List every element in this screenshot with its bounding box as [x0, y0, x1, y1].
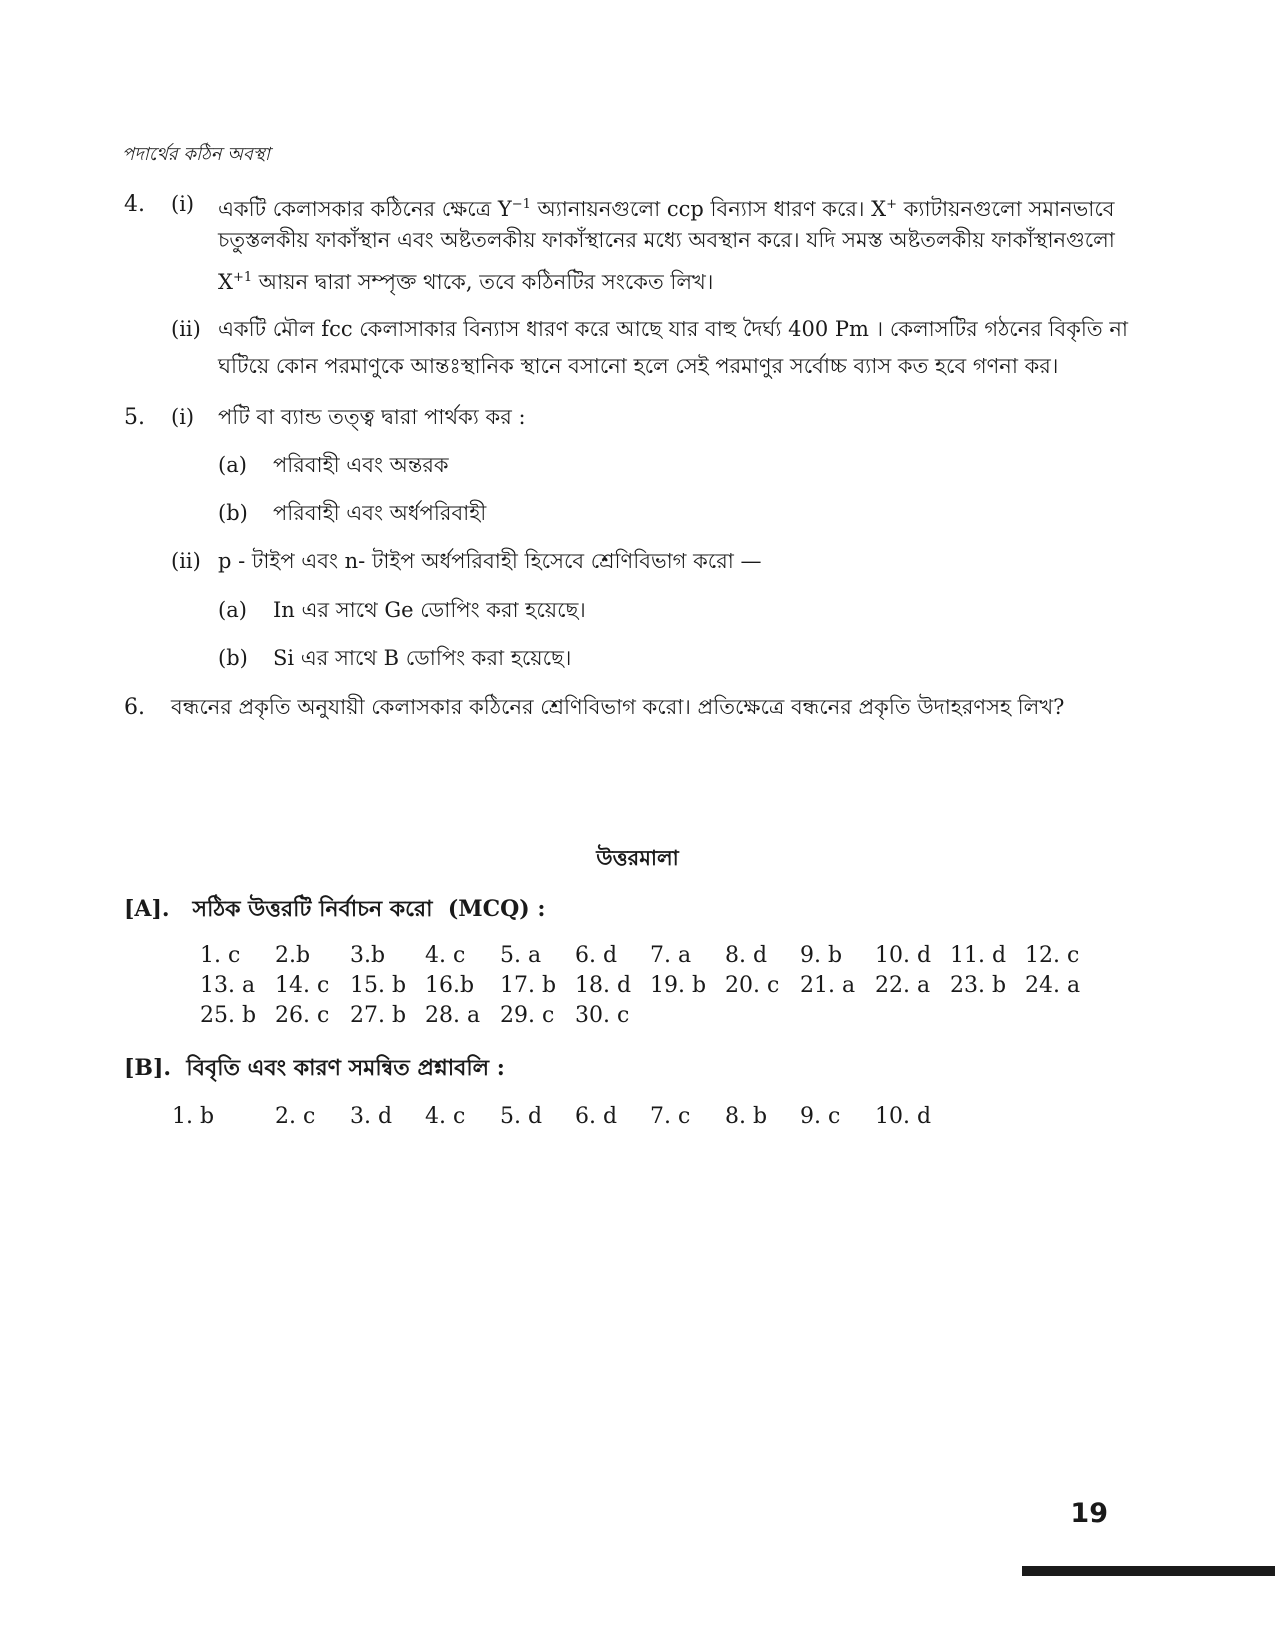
section-b-label: [B].: [124, 1055, 172, 1081]
mcq-answer: 4. c: [425, 943, 466, 968]
mcq-answer: 22. a: [875, 973, 931, 998]
q4-i-text-a: একটি কেলাসকার কঠিনের ক্ষেত্রে Y: [218, 197, 512, 221]
mcq-answer: 2.b: [275, 943, 311, 968]
mcq-answer: 23. b: [950, 973, 1007, 998]
q4-part-ii-label: (ii): [171, 317, 201, 341]
assertion-reason-answer: 3. d: [350, 1104, 393, 1129]
mcq-answer: 16.b: [425, 973, 475, 998]
mcq-answer: 13. a: [200, 973, 256, 998]
q5-i-b-text: পরিবাহী এবং অর্ধপরিবাহী: [273, 501, 487, 525]
assertion-reason-answer: 7. c: [650, 1104, 691, 1129]
assertion-reason-answer: 9. c: [800, 1104, 841, 1129]
running-header: পদার্থের কঠিন অবস্থা: [122, 144, 270, 165]
q5-i-b-label: (b): [218, 501, 248, 525]
question-6-text: বন্ধনের প্রকৃতি অনুযায়ী কেলাসকার কঠিনের শ্রেণিবিভাগ করো। প্রতিক্ষেত্রে বন্ধনের প্রকৃতি উদাহরণসহ লিখ?: [171, 695, 1065, 719]
q4-part-ii-line-1: একটি মৌল fcc কেলাসাকার বিন্যাস ধারণ করে আছে যার বাহু দৈর্ঘ্য 400 Pm । কেলাসটির গঠনের বিকৃতি না: [218, 317, 1128, 341]
mcq-answer: 7. a: [650, 943, 692, 968]
q4-i-text-e: আয়ন দ্বারা সম্পৃক্ত থাকে, তবে কঠিনটির সংকেত লিখ।: [252, 270, 714, 294]
q4-i-superscript-3: +1: [232, 270, 253, 285]
assertion-reason-answer: 1. b: [172, 1104, 215, 1129]
q5-i-a-text: পরিবাহী এবং অন্তরক: [273, 453, 449, 477]
section-a-heading: [124, 892, 545, 929]
assertion-reason-answer: 4. c: [425, 1104, 466, 1129]
mcq-answer: 12. c: [1025, 943, 1080, 968]
q5-ii-a-text: In এর সাথে Ge ডোপিং করা হয়েছে।: [273, 598, 586, 622]
q4-i-text-b: অ্যানায়নগুলো ccp বিন্যাস ধারণ করে। X: [530, 197, 887, 221]
mcq-answer: 9. b: [800, 943, 843, 968]
q4-part-ii-line-2: ঘটিয়ে কোন পরমাণুকে আন্তঃস্থানিক স্থানে বসানো হলে সেই পরমাণুর সর্বোচ্চ ব্যাস কত হবে গণনা কর।: [218, 354, 1059, 378]
q4-i-text-d: X: [218, 270, 233, 294]
mcq-answer: 15. b: [350, 973, 407, 998]
mcq-answer: 11. d: [950, 943, 1007, 968]
q5-ii-b-label: (b): [218, 646, 248, 670]
q5-part-ii-label: (ii): [171, 549, 201, 573]
q5-ii-a-label: (a): [218, 598, 247, 622]
q4-part-i-line-3: [218, 259, 713, 301]
mcq-answer: 10. d: [875, 943, 932, 968]
mcq-answer: 8. d: [725, 943, 768, 968]
section-a-suffix: (MCQ) :: [447, 896, 546, 922]
q4-part-i-line-2: চতুস্তলকীয় ফাকাঁস্থান এবং অষ্টতলকীয় ফাকাঁস্থানের মধ্যে অবস্থান করে। যদি সমস্ত অষ্টতলকীয় ফাকাঁস্থানগুলো: [218, 228, 1115, 252]
mcq-answer: 24. a: [1025, 973, 1081, 998]
mcq-answer: 20. c: [725, 973, 780, 998]
assertion-reason-answer: 10. d: [875, 1104, 932, 1129]
q4-part-i-label: (i): [171, 192, 195, 216]
mcq-answer: 27. b: [350, 1003, 407, 1028]
footer-bar: [1022, 1566, 1275, 1576]
q5-part-i-text: পটি বা ব্যান্ড তত্ত্ব দ্বারা পার্থক্য কর :: [218, 405, 526, 429]
q4-i-superscript-1: −1: [511, 197, 531, 212]
q4-i-superscript-2: +: [886, 197, 898, 212]
mcq-answer: 25. b: [200, 1003, 257, 1028]
mcq-answer: 3.b: [350, 943, 386, 968]
mcq-answer: 28. a: [425, 1003, 481, 1028]
q5-part-ii-text: p - টাইপ এবং n- টাইপ অর্ধপরিবাহী হিসেবে শ্রেণিবিভাগ করো —: [218, 549, 762, 573]
question-4-number: 4.: [124, 192, 145, 217]
section-a-title: সঠিক উত্তরটি নির্বাচন করো: [192, 896, 433, 922]
section-b-heading: [124, 1051, 505, 1088]
assertion-reason-answer: 6. d: [575, 1104, 618, 1129]
q5-ii-b-text: Si এর সাথে B ডোপিং করা হয়েছে।: [273, 646, 572, 670]
question-5-number: 5.: [124, 405, 145, 430]
mcq-answer: 29. c: [500, 1003, 555, 1028]
mcq-answer: 1. c: [200, 943, 241, 968]
mcq-answer: 5. a: [500, 943, 542, 968]
mcq-answer: 19. b: [650, 973, 707, 998]
mcq-answer: 17. b: [500, 973, 557, 998]
q5-i-a-label: (a): [218, 453, 247, 477]
mcq-answer: 30. c: [575, 1003, 630, 1028]
assertion-reason-answer: 2. c: [275, 1104, 316, 1129]
assertion-reason-answer: 8. b: [725, 1104, 768, 1129]
mcq-answer: 21. a: [800, 973, 856, 998]
question-6-number: 6.: [124, 695, 145, 720]
section-b-title: বিবৃতি এবং কারণ সমন্বিত প্রশ্নাবলি :: [186, 1055, 505, 1081]
section-a-label: [A].: [124, 896, 170, 922]
mcq-answer: 6. d: [575, 943, 618, 968]
q5-part-i-label: (i): [171, 405, 195, 429]
mcq-answer: 18. d: [575, 973, 632, 998]
mcq-answer: 26. c: [275, 1003, 330, 1028]
mcq-answer: 14. c: [275, 973, 330, 998]
assertion-reason-answer: 5. d: [500, 1104, 543, 1129]
page-number: 19: [1070, 1498, 1108, 1529]
q4-i-text-c: ক্যাটায়নগুলো সমানভাবে: [897, 197, 1115, 221]
answers-title: উত্তরমালা: [596, 845, 679, 870]
